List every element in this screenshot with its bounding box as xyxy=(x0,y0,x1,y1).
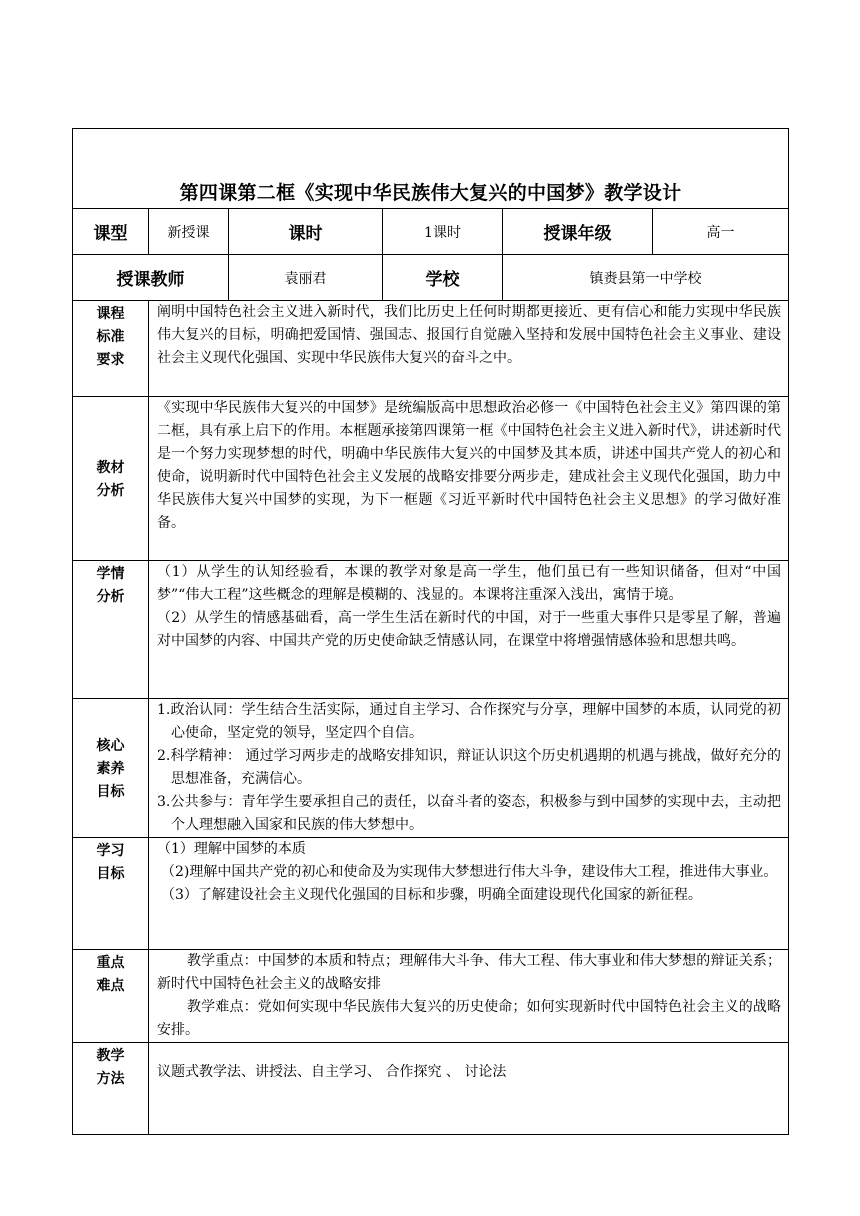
students-row xyxy=(73,561,789,699)
learning-item-3: （3）了解建设社会主义现代化强国的目标和步骤，明确全面建设现代化国家的新征程。 xyxy=(161,887,702,903)
curriculum-label: 课程 标准 要求 xyxy=(73,301,149,397)
teacher-label: 授课教师 xyxy=(73,255,229,301)
methods-label: 教学 方法 xyxy=(73,1043,149,1135)
core-item-2: 2.科学精神： 通过学习两步走的战略安排知识，辩证认识这个历史机遇期的机遇与挑战，做好充分的思想准备，充满信心。 xyxy=(157,748,782,787)
document-title: 第四课第二框《实现中华民族伟大复兴的中国梦》教学设计 xyxy=(73,129,789,209)
lesson-hours-value: 1课时 xyxy=(383,209,503,255)
methods-text: 议题式教学法、讲授法、自主学习、 合作探究 、 讨论法 xyxy=(157,1064,507,1080)
learning-content xyxy=(149,838,789,950)
students-content xyxy=(149,561,789,699)
school-label: 学校 xyxy=(383,255,503,301)
textbook-row xyxy=(73,397,789,561)
students-label: 学情 分析 xyxy=(73,561,149,699)
info-row-1 xyxy=(73,209,789,255)
core-label: 核心 素养 目标 xyxy=(73,699,149,838)
learning-label: 学习 目标 xyxy=(73,838,149,950)
curriculum-text: 阐明中国特色社会主义进入新时代，我们比历史上任何时期都更接近、更有信心和能力实现中华民族伟大复兴的目标，明确把爱国情、强国志、报国行自觉融入坚持和发展中国特色社会主义事业、建设社会主义现代化强国、实现中华民族伟大复兴的奋斗之中。 xyxy=(157,304,782,366)
lesson-type-label: 课型 xyxy=(73,209,149,255)
school-value: 镇赉县第一中学校 xyxy=(503,255,789,301)
teacher-value: 袁丽君 xyxy=(229,255,383,301)
keypoints-label: 重点 难点 xyxy=(73,950,149,1043)
students-paragraph-2: （2）从学生的情感基础看，高一学生生活在新时代的中国，对于一些重大事件只是零星了解，普遍对中国梦的内容、中国共产党的历史使命缺乏情感认同，在课堂中将增强情感体验和思想共鸣。 xyxy=(157,610,782,649)
lesson-hours-label: 课时 xyxy=(229,209,383,255)
core-row xyxy=(73,699,789,838)
textbook-content xyxy=(149,397,789,561)
key-point-text: 教学重点：中国梦的本质和特点；理解伟大斗争、伟大工程、伟大事业和伟大梦想的辩证关系；新时代中国特色社会主义的战略安排 xyxy=(157,953,782,992)
learning-item-1: （1）理解中国梦的本质 xyxy=(157,841,306,857)
methods-row xyxy=(73,1043,789,1135)
grade-label: 授课年级 xyxy=(503,209,653,255)
methods-content xyxy=(149,1043,789,1135)
curriculum-row xyxy=(73,301,789,397)
lesson-type-value: 新授课 xyxy=(149,209,229,255)
textbook-label: 教材 分析 xyxy=(73,397,149,561)
keypoints-content xyxy=(149,950,789,1043)
difficult-point-text: 教学难点：党如何实现中华民族伟大复兴的历史使命；如何实现新时代中国特色社会主义的战略安排。 xyxy=(157,999,782,1038)
textbook-text: 《实现中华民族伟大复兴的中国梦》是统编版高中思想政治必修一《中国特色社会主义》第四课的第二框，具有承上启下的作用。本框题承接第四课第一框《中国特色社会主义进入新时代》，讲述新时代是一个努力实现梦想的时代，明确中华民族伟大复兴的中国梦及其本质，讲述中国共产党人的初心和使命，说明新时代中国特色社会主义发展的战略安排要分两步走，建成社会主义现代化强国，助力中华民族伟大复兴中国梦的实现，为下一框题《习近平新时代中国特色社会主义思想》的学习做好准备。 xyxy=(157,400,782,531)
core-item-1: 1.政治认同：学生结合生活实际，通过自主学习、合作探究与分享，理解中国梦的本质，认同党的初心使命，坚定党的领导，坚定四个自信。 xyxy=(157,702,782,741)
grade-value: 高一 xyxy=(653,209,789,255)
core-content xyxy=(149,699,789,838)
lesson-plan-table xyxy=(72,128,789,1135)
info-row-2 xyxy=(73,255,789,301)
learning-item-2: （2)理解中国共产党的初心和使命及为实现伟大梦想进行伟大斗争，建设伟大工程，推进伟大事业。 xyxy=(161,864,778,880)
title-row xyxy=(73,129,789,209)
keypoints-row xyxy=(73,950,789,1043)
curriculum-content xyxy=(149,301,789,397)
core-item-3: 3.公共参与：青年学生要承担自己的责任，以奋斗者的姿态，积极参与到中国梦的实现中去，主动把个人理想融入国家和民族的伟大梦想中。 xyxy=(157,794,782,833)
students-paragraph-1: （1）从学生的认知经验看，本课的教学对象是高一学生，他们虽已有一些知识储备，但对“中国梦”“伟大工程”这些概念的理解是模糊的、浅显的。本课将注重深入浅出，寓情于境。 xyxy=(157,564,782,603)
learning-row xyxy=(73,838,789,950)
